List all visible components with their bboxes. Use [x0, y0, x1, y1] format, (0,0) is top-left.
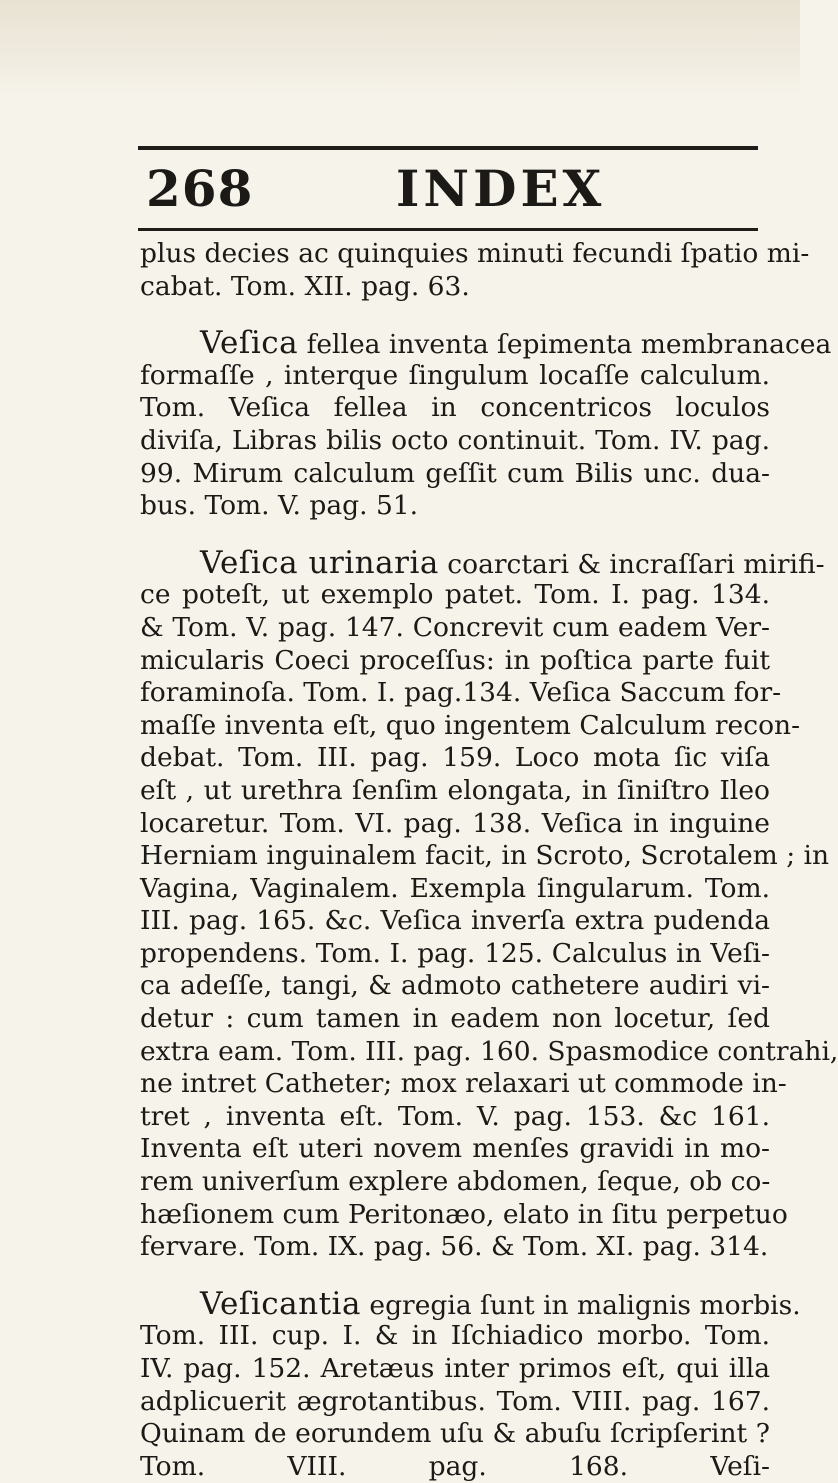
text-line: micularis Coeci proceſſus: in poſtica parte fuit — [140, 644, 770, 676]
entry-vesicantia — [140, 1285, 801, 1483]
text-line: IV. pag. 152. Aretæus inter primos eſt, qui illa — [140, 1353, 770, 1384]
text-line: Veſica fellea inventa ſepimenta membranacea — [200, 325, 832, 362]
text-line: & Tom. V. pag. 147. Concrevit cum eadem Ver- — [140, 611, 770, 643]
text-line: tret , inventa eſt. Tom. V. pag. 153. &c 161. — [140, 1100, 770, 1132]
text-line: rem univerſum explere abdomen, ſeque, ob co- — [140, 1166, 771, 1198]
catchword: Veſi- — [710, 1450, 770, 1482]
text-line: foraminoſa. Tom. I. pag.134. Veſica Saccum for- — [140, 677, 782, 709]
text-line: locaretur. Tom. VI. pag. 138. Veſica in inguine — [140, 807, 770, 839]
text-line: ne intret Catheter; mox relaxari ut commode in- — [140, 1068, 787, 1100]
entry-lemma: Veſica urinaria — [200, 544, 439, 581]
index-text — [140, 238, 838, 1483]
text-line: extra eam. Tom. III. pag. 160. Spasmodice contrahi, — [140, 1035, 838, 1067]
text-line: Herniam inguinalem facit, in Scroto, Scrotalem ; in — [140, 840, 830, 872]
text-line: III. pag. 165. &c. Veſica inverſa extra pudenda — [140, 905, 770, 937]
text-line: debat. Tom. III. pag. 159. Loco mota ſic viſa — [140, 742, 770, 774]
entry-vesica-urinaria — [140, 544, 838, 1264]
text-line: propendens. Tom. I. pag. 125. Calculus in Veſi- — [140, 937, 770, 969]
text-line: Quinam de eorundem uſu & abuſu ſcripſerint ? — [140, 1418, 770, 1450]
header-rule-top — [138, 146, 758, 150]
entry-lemma: Veſica — [200, 325, 299, 362]
text-line: diviſa, Libras bilis octo continuit. Tom. IV. pag. — [140, 424, 770, 456]
text-line: eſt , ut urethra ſenſim elongata, in ſiniſtro Ileo — [140, 774, 770, 806]
text-line: Veſica urinaria coarctari & incraſſari mirifi- — [200, 544, 825, 581]
text-line: Tom. Veſica fellea in concentricos loculos — [140, 392, 770, 424]
header-rule-bottom — [138, 228, 758, 231]
text-line: fervare. Tom. IX. pag. 56. & Tom. XI. pag. 314. — [140, 1231, 769, 1263]
text-line: Tom. VIII. pag. 168. Veſi- — [140, 1450, 770, 1482]
text-line: detur : cum tamen in eadem non locetur, ſed — [140, 1003, 770, 1035]
text-line: hæſionem cum Peritonæo, elato in ſitu perpetuo — [140, 1198, 788, 1230]
text-line: maſſe inventa eſt, quo ingentem Calculum recon- — [140, 709, 801, 741]
text-line: bus. Tom. V. pag. 51. — [140, 490, 419, 522]
entry-lemma: Veſicantia — [200, 1285, 361, 1322]
entry-continuation — [140, 238, 810, 303]
page-edge — [0, 0, 800, 95]
text-line: 99. Mirum calculum geſſit cum Bilis unc. dua- — [140, 457, 770, 489]
entry-vesica-fellea — [140, 325, 832, 523]
running-title: INDEX — [396, 159, 606, 218]
text-line: ca adeſſe, tangi, & admoto cathetere audiri vi- — [140, 970, 770, 1002]
running-header — [138, 153, 758, 225]
text-line: ce poteſt, ut exemplo patet. Tom. I. pag. 134. — [140, 579, 770, 611]
text-line: Inventa eſt uteri novem menſes gravidi in mo- — [140, 1133, 770, 1165]
text-line: cabat. Tom. XII. pag. 63. — [140, 270, 470, 302]
text-line: formaſſe , interque ſingulum locaſſe calculum. — [140, 359, 770, 391]
text-line: Vagina, Vaginalem. Exempla ſingularum. Tom. — [140, 872, 770, 904]
page-number: 268 — [146, 159, 254, 218]
text-line: adplicuerit ægrotantibus. Tom. VIII. pag. 167. — [140, 1385, 770, 1417]
text-line: plus decies ac quinquies minuti fecundi ſpatio mi- — [140, 238, 810, 269]
text-line: Tom. III. cup. I. & in Iſchiadico morbo. Tom. — [140, 1320, 770, 1352]
text-line: Veſicantia egregia ſunt in malignis morbis. — [200, 1285, 801, 1322]
